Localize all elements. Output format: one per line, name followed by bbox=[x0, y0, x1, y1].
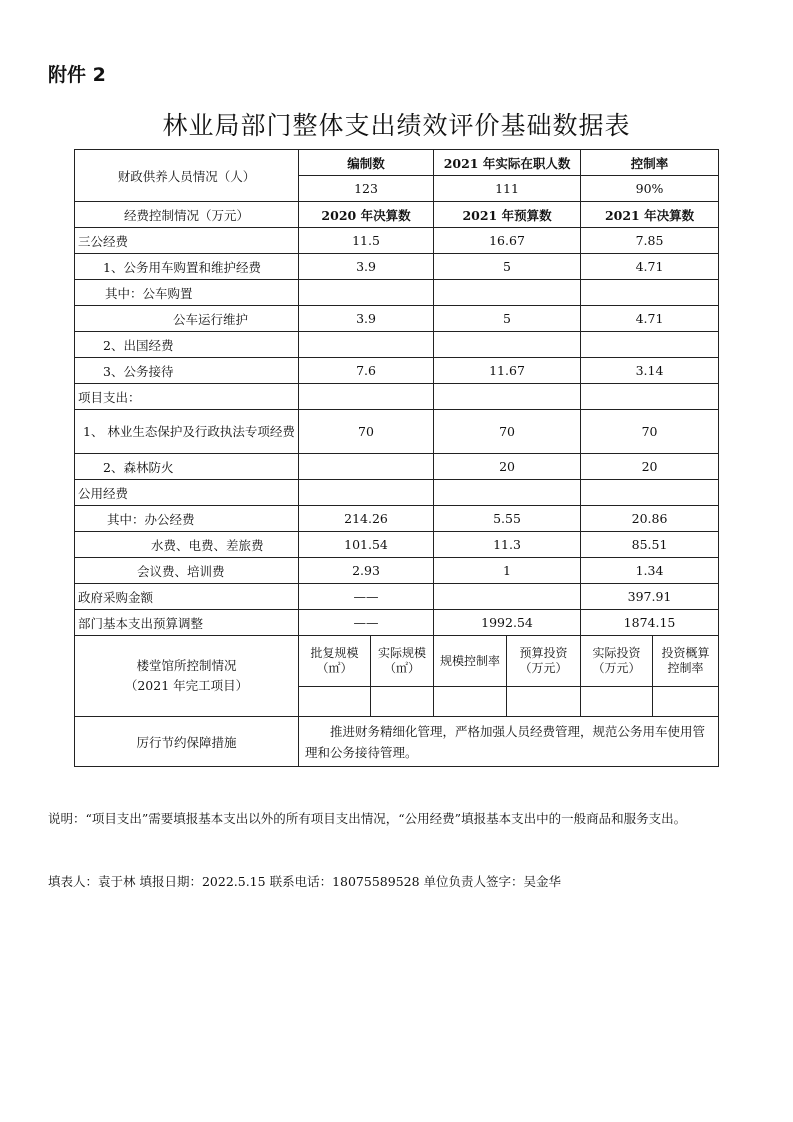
cell-value bbox=[581, 332, 719, 358]
funds-header: 2020 年决算数 bbox=[299, 202, 434, 228]
table-row bbox=[75, 454, 719, 480]
building-value bbox=[299, 687, 371, 717]
cell-value: 4.71 bbox=[581, 306, 719, 332]
building-header: 规模控制率 bbox=[434, 636, 507, 687]
funds-header: 2021 年决算数 bbox=[581, 202, 719, 228]
table-row bbox=[75, 558, 719, 584]
building-header: 实际投资（万元） bbox=[581, 636, 653, 687]
building-header: 实际规模（㎡） bbox=[371, 636, 434, 687]
row-label: 1、 林业生态保护及行政执法专项经费 bbox=[75, 410, 299, 454]
row-label: 政府采购金额 bbox=[75, 584, 299, 610]
cell-value: 1874.15 bbox=[581, 610, 719, 636]
cell-value: 85.51 bbox=[581, 532, 719, 558]
building-value bbox=[581, 687, 653, 717]
row-label: 水费、电费、差旅费 bbox=[75, 532, 299, 558]
filler-info: 填表人：袁于林 填报日期：2022.5.15 联系电话：18075589528 单位负责人签字：吴金华 bbox=[48, 874, 562, 889]
page-title: 林业局部门整体支出绩效评价基础数据表 bbox=[162, 111, 631, 140]
cell-value: 5 bbox=[434, 306, 581, 332]
cell-value bbox=[434, 480, 581, 506]
table-row bbox=[75, 532, 719, 558]
cell-value bbox=[581, 280, 719, 306]
cell-value: 70 bbox=[299, 410, 434, 454]
table-row bbox=[75, 506, 719, 532]
cell-value: 1992.54 bbox=[434, 610, 581, 636]
cell-value: 101.54 bbox=[299, 532, 434, 558]
table-row bbox=[75, 228, 719, 254]
cell-value: 397.91 bbox=[581, 584, 719, 610]
cell-value bbox=[434, 584, 581, 610]
cell-value bbox=[299, 454, 434, 480]
cell-value bbox=[581, 480, 719, 506]
building-value bbox=[507, 687, 581, 717]
table-row bbox=[75, 254, 719, 280]
table-row bbox=[75, 610, 719, 636]
building-label bbox=[75, 636, 299, 717]
funds-header-row bbox=[75, 202, 719, 228]
building-value bbox=[653, 687, 719, 717]
footnote: 说明：“项目支出”需要填报基本支出以外的所有项目支出情况，“公用经费”填报基本支出中的一般商品和服务支出。 bbox=[48, 811, 687, 826]
cell-value: 70 bbox=[434, 410, 581, 454]
row-label: 2、森林防火 bbox=[75, 454, 299, 480]
row-label: 部门基本支出预算调整 bbox=[75, 610, 299, 636]
row-label: 其中：公车购置 bbox=[75, 280, 299, 306]
row-label: 公车运行维护 bbox=[75, 306, 299, 332]
table-row bbox=[75, 306, 719, 332]
building-value bbox=[434, 687, 507, 717]
cell-value bbox=[434, 332, 581, 358]
building-header: 预算投资（万元） bbox=[507, 636, 581, 687]
cell-value: 3.14 bbox=[581, 358, 719, 384]
table-row bbox=[75, 584, 719, 610]
cell-value: 20 bbox=[434, 454, 581, 480]
staff-value: 90% bbox=[581, 176, 719, 202]
cell-value: 11.3 bbox=[434, 532, 581, 558]
saving-text: 推进财务精细化管理，严格加强人员经费管理，规范公务用车使用管理和公务接待管理。 bbox=[299, 717, 719, 767]
staff-value: 123 bbox=[299, 176, 434, 202]
cell-value: 70 bbox=[581, 410, 719, 454]
cell-value bbox=[299, 480, 434, 506]
saving-row bbox=[75, 717, 719, 767]
cell-value: —— bbox=[299, 610, 434, 636]
cell-value: 11.5 bbox=[299, 228, 434, 254]
cell-value: 1.34 bbox=[581, 558, 719, 584]
cell-value: 16.67 bbox=[434, 228, 581, 254]
table-row bbox=[75, 480, 719, 506]
cell-value: 4.71 bbox=[581, 254, 719, 280]
cell-value: 3.9 bbox=[299, 306, 434, 332]
budget-table bbox=[74, 149, 719, 767]
row-label: 3、公务接待 bbox=[75, 358, 299, 384]
table-row bbox=[75, 280, 719, 306]
saving-label: 厉行节约保障措施 bbox=[75, 717, 299, 767]
cell-value: 20.86 bbox=[581, 506, 719, 532]
cell-value bbox=[434, 280, 581, 306]
building-label-line1: 楼堂馆所控制情况 bbox=[136, 658, 237, 673]
building-value bbox=[371, 687, 434, 717]
funds-header: 2021 年预算数 bbox=[434, 202, 581, 228]
table-row bbox=[75, 410, 719, 454]
row-label: 2、出国经费 bbox=[75, 332, 299, 358]
staff-value: 111 bbox=[434, 176, 581, 202]
cell-value: 1 bbox=[434, 558, 581, 584]
cell-value bbox=[299, 332, 434, 358]
row-label: 其中：办公经费 bbox=[75, 506, 299, 532]
cell-value bbox=[299, 280, 434, 306]
row-label: 1、公务用车购置和维护经费 bbox=[75, 254, 299, 280]
table-row bbox=[75, 332, 719, 358]
staff-label: 财政供养人员情况（人） bbox=[75, 150, 299, 202]
row-label: 三公经费 bbox=[75, 228, 299, 254]
staff-header: 2021 年实际在职人数 bbox=[434, 150, 581, 176]
cell-value: 7.6 bbox=[299, 358, 434, 384]
cell-value: 20 bbox=[581, 454, 719, 480]
cell-value: 11.67 bbox=[434, 358, 581, 384]
row-label: 公用经费 bbox=[75, 480, 299, 506]
staff-header-row bbox=[75, 150, 719, 176]
cell-value: —— bbox=[299, 584, 434, 610]
cell-value bbox=[581, 384, 719, 410]
row-label: 项目支出： bbox=[75, 384, 299, 410]
funds-label: 经费控制情况（万元） bbox=[75, 202, 299, 228]
row-label: 会议费、培训费 bbox=[75, 558, 299, 584]
cell-value bbox=[434, 384, 581, 410]
cell-value: 5 bbox=[434, 254, 581, 280]
table-row bbox=[75, 358, 719, 384]
cell-value: 2.93 bbox=[299, 558, 434, 584]
building-header: 批复规模（㎡） bbox=[299, 636, 371, 687]
attachment-label: 附件 2 bbox=[48, 64, 106, 86]
cell-value bbox=[299, 384, 434, 410]
cell-value: 214.26 bbox=[299, 506, 434, 532]
building-header: 投资概算控制率 bbox=[653, 636, 719, 687]
building-label-line2: （2021 年完工项目） bbox=[124, 678, 249, 693]
cell-value: 5.55 bbox=[434, 506, 581, 532]
building-header-row bbox=[75, 636, 719, 687]
staff-header: 编制数 bbox=[299, 150, 434, 176]
table-row bbox=[75, 384, 719, 410]
cell-value: 3.9 bbox=[299, 254, 434, 280]
cell-value: 7.85 bbox=[581, 228, 719, 254]
staff-header: 控制率 bbox=[581, 150, 719, 176]
